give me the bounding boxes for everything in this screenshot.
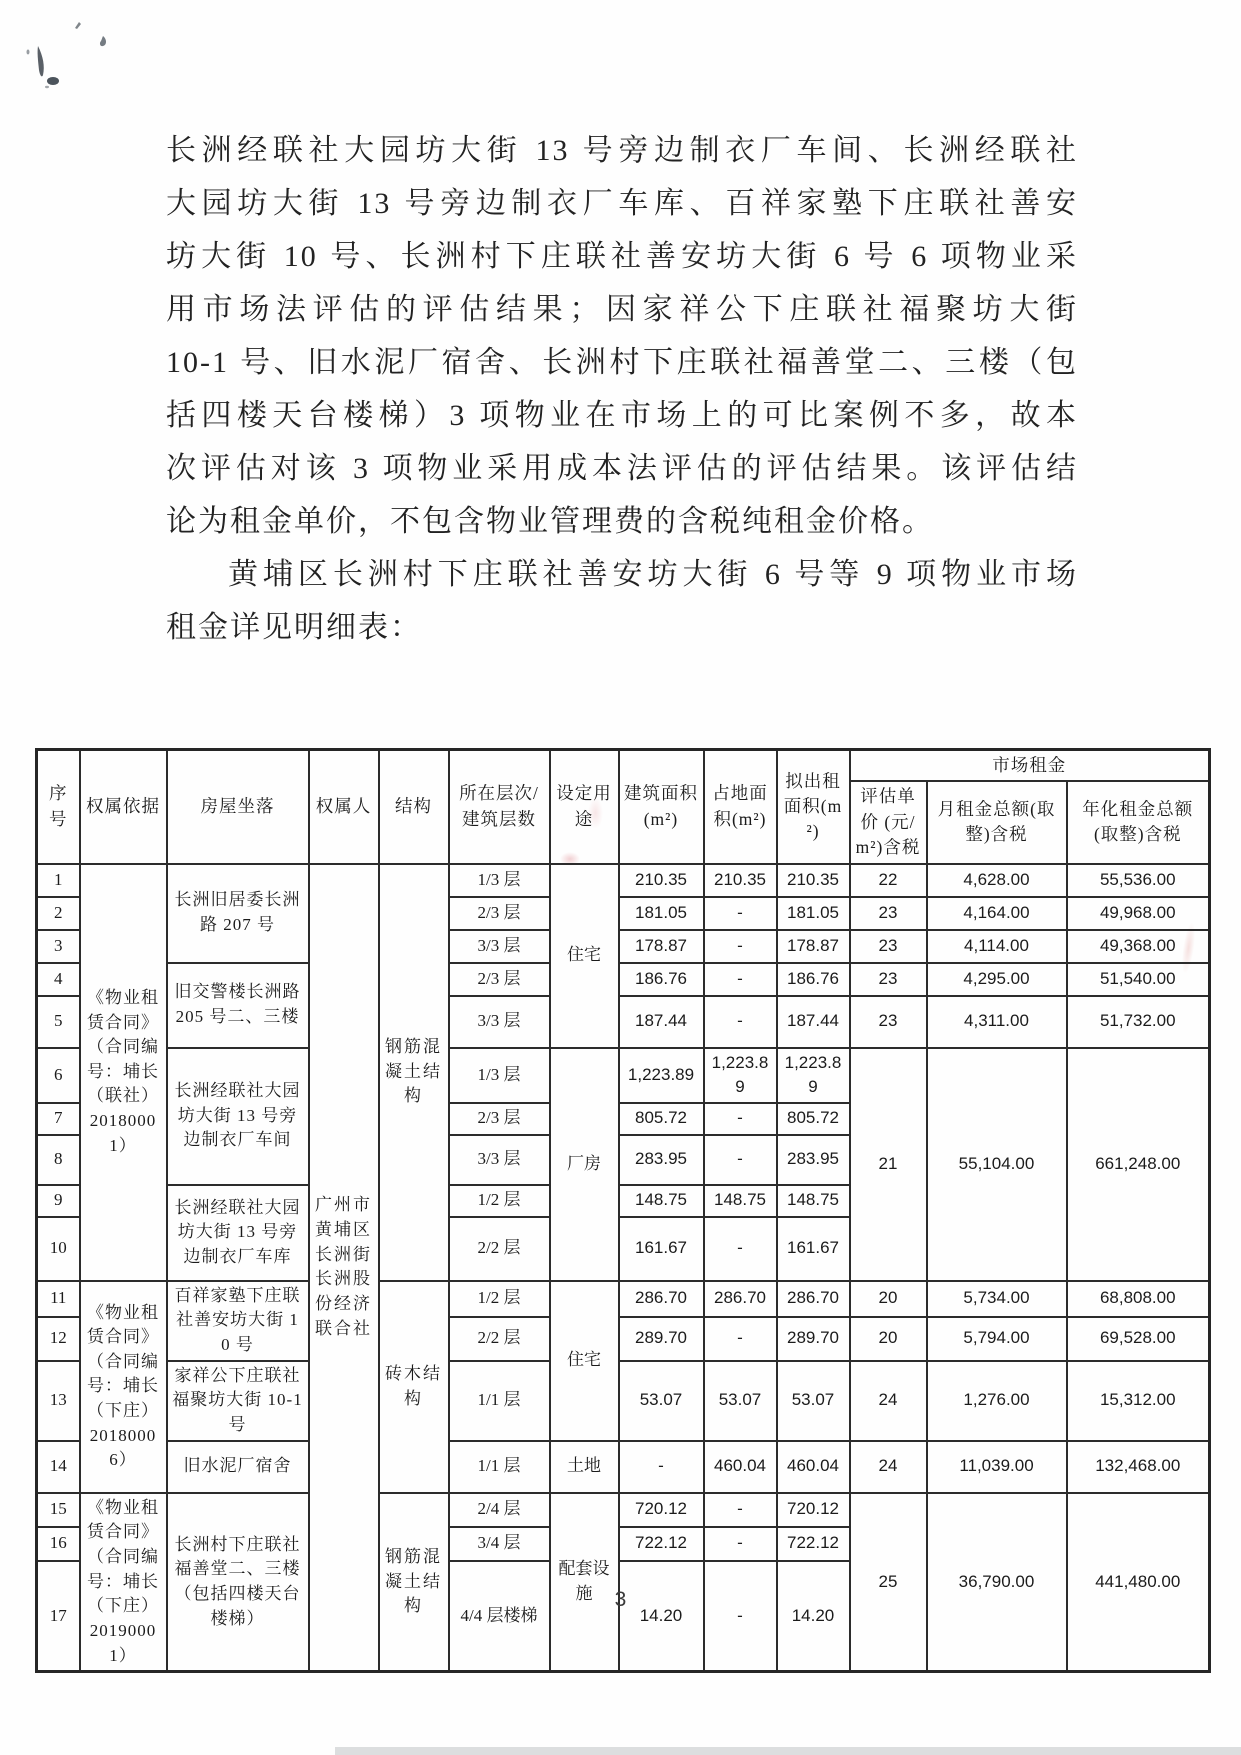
- table-row: [37, 1361, 1210, 1441]
- table-cell: 178.87: [777, 930, 850, 963]
- table-cell: 厂房: [550, 1048, 619, 1281]
- table-header-cell: 所在层次/建筑层数: [449, 750, 550, 864]
- table-cell: 9: [37, 1185, 80, 1217]
- paragraph1-line: 用市场法评估的评估结果；因家祥公下庄联社福聚坊大街: [166, 293, 1078, 326]
- table-cell: 460.04: [704, 1441, 777, 1493]
- table-cell: 148.75: [619, 1185, 704, 1217]
- table-cell: 钢筋混凝土结构: [379, 864, 449, 1281]
- table-cell: 长洲经联社大园坊大街 13 号旁边制衣厂车库: [167, 1185, 309, 1281]
- table-cell: 51,732.00: [1067, 996, 1210, 1048]
- table-cell: 210.35: [619, 864, 704, 897]
- table-cell: 17: [37, 1561, 80, 1672]
- table-cell: 4,295.00: [927, 963, 1067, 996]
- table-cell: -: [704, 1103, 777, 1135]
- table-cell: 旧水泥厂宿舍: [167, 1441, 309, 1493]
- table-cell: 289.70: [777, 1317, 850, 1361]
- table-cell: 11,039.00: [927, 1441, 1067, 1493]
- paragraph1-line: 10-1 号、旧水泥厂宿舍、长洲村下庄联社福善堂二、三楼（包: [166, 346, 1078, 379]
- rent-detail-table: [35, 748, 1211, 1673]
- table-cell: 3/4 层: [449, 1527, 550, 1561]
- table-cell: 《物业租赁合同》（合同编号：埔长（联社）20180001）: [80, 864, 167, 1281]
- table-cell: 4,628.00: [927, 864, 1067, 897]
- table-cell: 3/3 层: [449, 996, 550, 1048]
- table-cell: 210.35: [777, 864, 850, 897]
- table-cell: 1,223.89: [704, 1048, 777, 1103]
- table-cell: 11: [37, 1281, 80, 1317]
- table-cell: 钢筋混凝土结构: [379, 1493, 449, 1672]
- table-cell: 2: [37, 897, 80, 930]
- table-cell: 2/4 层: [449, 1493, 550, 1527]
- table-cell: 家祥公下庄联社福聚坊大街 10-1 号: [167, 1361, 309, 1441]
- table-header-cell: 市场租金: [850, 750, 1210, 782]
- table-header-cell: 权属依据: [80, 750, 167, 864]
- table-cell: 51,540.00: [1067, 963, 1210, 996]
- table-cell: 148.75: [777, 1185, 850, 1217]
- table-cell: 16: [37, 1527, 80, 1561]
- table-header-cell: 权属人: [309, 750, 379, 864]
- table-cell: 5,734.00: [927, 1281, 1067, 1317]
- table-row: [37, 1048, 1210, 1103]
- table-cell: 20: [850, 1317, 927, 1361]
- table-cell: 2/2 层: [449, 1217, 550, 1281]
- table-cell: 砖木结构: [379, 1281, 449, 1493]
- table-cell: 15: [37, 1493, 80, 1527]
- table-cell: 23: [850, 897, 927, 930]
- paragraph1-line: 坊大街 10 号、长洲村下庄联社善安坊大街 6 号 6 项物业采: [166, 240, 1078, 273]
- table-cell: -: [704, 897, 777, 930]
- table-cell: 24: [850, 1361, 927, 1441]
- table-header-cell: 建筑面积(m²): [619, 750, 704, 864]
- table-cell: 720.12: [777, 1493, 850, 1527]
- table-cell: 配套设施: [550, 1493, 619, 1672]
- table-cell: 161.67: [777, 1217, 850, 1281]
- table-cell: 53.07: [704, 1361, 777, 1441]
- table-cell: 661,248.00: [1067, 1048, 1210, 1281]
- table-cell: 181.05: [777, 897, 850, 930]
- table-cell: 3/3 层: [449, 930, 550, 963]
- table-cell: 《物业租赁合同》（合同编号：埔长（下庄）20190001）: [80, 1493, 167, 1672]
- table-cell: 1: [37, 864, 80, 897]
- table-cell: 1,223.89: [619, 1048, 704, 1103]
- table-header-cell: 占地面积(m²): [704, 750, 777, 864]
- table-cell: -: [704, 963, 777, 996]
- table-cell: 25: [850, 1493, 927, 1672]
- table-cell: 住宅: [550, 864, 619, 1048]
- paragraph1-line: 括四楼天台楼梯）3 项物业在市场上的可比案例不多，故本: [166, 399, 1078, 432]
- table-cell: 23: [850, 963, 927, 996]
- table-cell: 69,528.00: [1067, 1317, 1210, 1361]
- table-cell: 《物业租赁合同》（合同编号：埔长（下庄）20180006）: [80, 1281, 167, 1493]
- body-text: [166, 124, 1078, 654]
- table-cell: 286.70: [704, 1281, 777, 1317]
- table-cell: 22: [850, 864, 927, 897]
- table-cell: 住宅: [550, 1281, 619, 1441]
- table-cell: -: [704, 1493, 777, 1527]
- table-cell: 289.70: [619, 1317, 704, 1361]
- table-cell: 1/1 层: [449, 1441, 550, 1493]
- table-cell: 23: [850, 996, 927, 1048]
- ink-smudge: [20, 12, 140, 102]
- table-cell: 161.67: [619, 1217, 704, 1281]
- table-cell: 722.12: [777, 1527, 850, 1561]
- table-cell: 210.35: [704, 864, 777, 897]
- table-cell: -: [704, 1561, 777, 1672]
- table-header-cell: 年化租金总额(取整)含税: [1067, 781, 1210, 863]
- table-cell: 8: [37, 1135, 80, 1185]
- table-cell: 13: [37, 1361, 80, 1441]
- table-cell: -: [704, 996, 777, 1048]
- table-cell: 283.95: [777, 1135, 850, 1185]
- paragraph1-line: 大园坊大街 13 号旁边制衣厂车库、百祥家塾下庄联社善安: [166, 187, 1078, 220]
- paragraph1-line: 论为租金单价，不包含物业管理费的含税纯租金价格。: [166, 505, 934, 538]
- table-cell: 178.87: [619, 930, 704, 963]
- table-cell: 2/3 层: [449, 897, 550, 930]
- table-cell: 55,536.00: [1067, 864, 1210, 897]
- table-cell: 460.04: [777, 1441, 850, 1493]
- table-cell: 2/3 层: [449, 1103, 550, 1135]
- table-cell: -: [704, 1135, 777, 1185]
- table-cell: -: [704, 1527, 777, 1561]
- paragraph2-line: 黄埔区长洲村下庄联社善安坊大街 6 号等 9 项物业市场: [228, 558, 1078, 591]
- table-cell: 3: [37, 930, 80, 963]
- table-cell: 4: [37, 963, 80, 996]
- page-number: 3: [614, 1588, 627, 1611]
- table-cell: 土地: [550, 1441, 619, 1493]
- table-cell: 长洲经联社大园坊大街 13 号旁边制衣厂车间: [167, 1048, 309, 1185]
- table-cell: 283.95: [619, 1135, 704, 1185]
- table-cell: 3/3 层: [449, 1135, 550, 1185]
- table-cell: 4/4 层楼梯: [449, 1561, 550, 1672]
- paragraph1-line: 长洲经联社大园坊大街 13 号旁边制衣厂车间、长洲经联社: [166, 134, 1078, 167]
- table-cell: 36,790.00: [927, 1493, 1067, 1672]
- table-cell: -: [704, 1317, 777, 1361]
- table-cell: 21: [850, 1048, 927, 1281]
- table-cell: 23: [850, 930, 927, 963]
- table-cell: 187.44: [619, 996, 704, 1048]
- table-cell: 2/3 层: [449, 963, 550, 996]
- table-row: [37, 864, 1210, 897]
- table-cell: 720.12: [619, 1493, 704, 1527]
- table-cell: 805.72: [777, 1103, 850, 1135]
- table-cell: 1,223.89: [777, 1048, 850, 1103]
- table-cell: -: [619, 1441, 704, 1493]
- table-row: [37, 963, 1210, 996]
- table-cell: 4,114.00: [927, 930, 1067, 963]
- table-cell: 53.07: [619, 1361, 704, 1441]
- table-cell: 1/1 层: [449, 1361, 550, 1441]
- table-cell: 49,368.00: [1067, 930, 1210, 963]
- table-row: [37, 1441, 1210, 1493]
- table-cell: 53.07: [777, 1361, 850, 1441]
- table-header-cell: 设定用途: [550, 750, 619, 864]
- table-cell: 1/3 层: [449, 1048, 550, 1103]
- table-header-cell: 月租金总额(取整)含税: [927, 781, 1067, 863]
- table-cell: 68,808.00: [1067, 1281, 1210, 1317]
- table-cell: 长洲旧居委长洲路 207 号: [167, 864, 309, 963]
- table-cell: 2/2 层: [449, 1317, 550, 1361]
- table-cell: 286.70: [619, 1281, 704, 1317]
- table-cell: 6: [37, 1048, 80, 1103]
- table-cell: -: [704, 1217, 777, 1281]
- table-cell: 4,164.00: [927, 897, 1067, 930]
- table-cell: -: [704, 930, 777, 963]
- table-cell: 148.75: [704, 1185, 777, 1217]
- table-cell: 7: [37, 1103, 80, 1135]
- table-header-cell: 拟出租面积(m²): [777, 750, 850, 864]
- table-cell: 24: [850, 1441, 927, 1493]
- table-row: [37, 1281, 1210, 1317]
- table-cell: 55,104.00: [927, 1048, 1067, 1281]
- table-cell: 14.20: [619, 1561, 704, 1672]
- table-cell: 14.20: [777, 1561, 850, 1672]
- table-cell: 15,312.00: [1067, 1361, 1210, 1441]
- table-cell: 1/2 层: [449, 1281, 550, 1317]
- table-cell: 286.70: [777, 1281, 850, 1317]
- paragraph1-line: 次评估对该 3 项物业采用成本法评估的评估结果。该评估结: [166, 452, 1078, 485]
- table-cell: 4,311.00: [927, 996, 1067, 1048]
- table-cell: 1,276.00: [927, 1361, 1067, 1441]
- table-cell: 132,468.00: [1067, 1441, 1210, 1493]
- table-header-cell: 评估单价 (元/m²)含税: [850, 781, 927, 863]
- table-cell: 186.76: [777, 963, 850, 996]
- table-cell: 186.76: [619, 963, 704, 996]
- table-cell: 百祥家塾下庄联社善安坊大街 10 号: [167, 1281, 309, 1361]
- table-cell: 10: [37, 1217, 80, 1281]
- table-cell: 5,794.00: [927, 1317, 1067, 1361]
- table-cell: 12: [37, 1317, 80, 1361]
- table-cell: 805.72: [619, 1103, 704, 1135]
- table-cell: 长洲村下庄联社福善堂二、三楼（包括四楼天台楼梯）: [167, 1493, 309, 1672]
- table-header-cell: 结构: [379, 750, 449, 864]
- table-cell: 441,480.00: [1067, 1493, 1210, 1672]
- table-cell: 广州市黄埔区长洲街长洲股份经济联合社: [309, 864, 379, 1672]
- table-cell: 旧交警楼长洲路 205 号二、三楼: [167, 963, 309, 1048]
- table-header-cell: 房屋坐落: [167, 750, 309, 864]
- table-cell: 1/2 层: [449, 1185, 550, 1217]
- table-header-cell: 序号: [37, 750, 80, 864]
- table-cell: 187.44: [777, 996, 850, 1048]
- table-cell: 49,968.00: [1067, 897, 1210, 930]
- table-cell: 1/3 层: [449, 864, 550, 897]
- table-cell: 722.12: [619, 1527, 704, 1561]
- table-cell: 14: [37, 1441, 80, 1493]
- table-cell: 5: [37, 996, 80, 1048]
- table-row: [37, 1493, 1210, 1527]
- table-cell: 20: [850, 1281, 927, 1317]
- table-cell: 181.05: [619, 897, 704, 930]
- scan-edge-band: [335, 1747, 1241, 1755]
- paragraph2-line: 租金详见明细表：: [166, 611, 422, 644]
